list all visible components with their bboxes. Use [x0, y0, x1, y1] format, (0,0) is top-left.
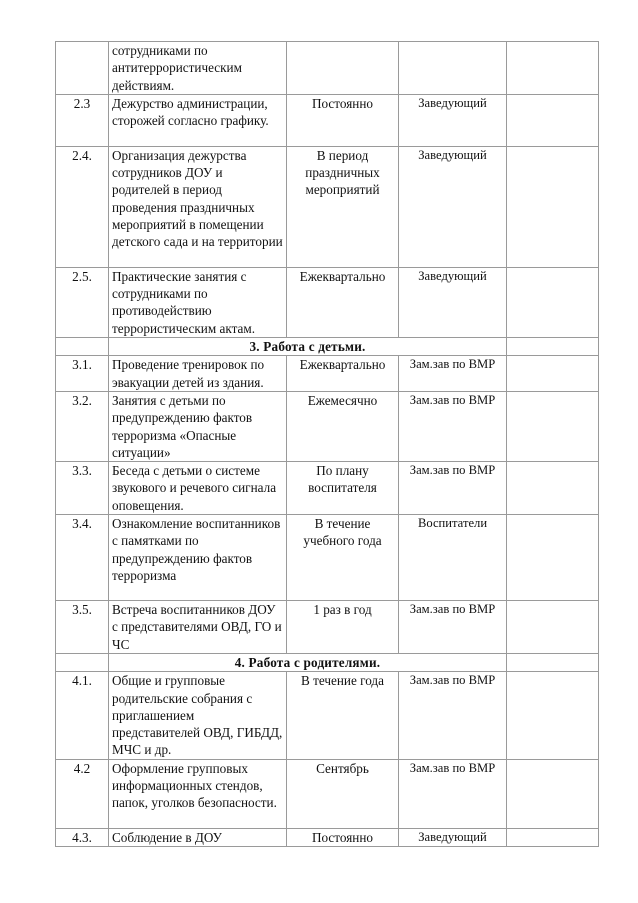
activity-plan-table — [55, 41, 599, 847]
section-header-row — [56, 338, 599, 356]
number-cell — [56, 653, 109, 671]
extra-cell — [507, 653, 599, 671]
item-activity: Проведение тренировок по эвакуации детей из здания. — [109, 356, 287, 392]
item-term: Ежеквартально — [287, 356, 399, 392]
item-responsible: Зам.зав по ВМР — [399, 601, 507, 654]
number-cell — [56, 338, 109, 356]
table-row — [56, 42, 599, 95]
item-activity: Общие и групповые родительские собрания с приглашением представителей ОВД, ГИБДД, МЧС и др. — [109, 672, 287, 759]
item-number: 3.4. — [56, 515, 109, 601]
item-number: 2.4. — [56, 146, 109, 267]
item-activity: Соблюдение в ДОУ — [109, 828, 287, 846]
extra-cell — [507, 759, 599, 828]
item-number — [56, 42, 109, 95]
table-row — [56, 267, 599, 337]
item-term — [287, 42, 399, 95]
item-term: Сентябрь — [287, 759, 399, 828]
extra-cell — [507, 356, 599, 392]
extra-cell — [507, 672, 599, 759]
item-number: 3.2. — [56, 391, 109, 461]
extra-cell — [507, 515, 599, 601]
item-term: 1 раз в год — [287, 601, 399, 654]
item-term: В течение года — [287, 672, 399, 759]
item-responsible: Зам.зав по ВМР — [399, 391, 507, 461]
table-row — [56, 356, 599, 392]
extra-cell — [507, 601, 599, 654]
table-row — [56, 462, 599, 515]
item-term: Постоянно — [287, 828, 399, 846]
item-responsible: Заведующий — [399, 94, 507, 146]
section-title: 3. Работа с детьми. — [109, 338, 507, 356]
item-term: Ежемесячно — [287, 391, 399, 461]
item-number: 3.5. — [56, 601, 109, 654]
item-number: 3.3. — [56, 462, 109, 515]
item-responsible: Зам.зав по ВМР — [399, 672, 507, 759]
item-responsible: Заведующий — [399, 146, 507, 267]
item-responsible: Зам.зав по ВМР — [399, 759, 507, 828]
item-responsible: Заведующий — [399, 267, 507, 337]
item-responsible: Зам.зав по ВМР — [399, 462, 507, 515]
table-row — [56, 515, 599, 601]
extra-cell — [507, 338, 599, 356]
extra-cell — [507, 462, 599, 515]
extra-cell — [507, 94, 599, 146]
item-number: 4.3. — [56, 828, 109, 846]
item-term: Ежеквартально — [287, 267, 399, 337]
item-activity: Встреча воспитанников ДОУ с представителями ОВД, ГО и ЧС — [109, 601, 287, 654]
extra-cell — [507, 146, 599, 267]
item-term: В течение учебного года — [287, 515, 399, 601]
table-row — [56, 601, 599, 654]
item-responsible: Заведующий — [399, 828, 507, 846]
section-title: 4. Работа с родителями. — [109, 653, 507, 671]
table-row — [56, 94, 599, 146]
item-activity: Практические занятия с сотрудниками по противодействию террористическим актам. — [109, 267, 287, 337]
item-activity: Занятия с детьми по предупреждению фактов терроризма «Опасные ситуации» — [109, 391, 287, 461]
table-row — [56, 672, 599, 759]
table-row — [56, 146, 599, 267]
item-number: 4.2 — [56, 759, 109, 828]
item-number: 4.1. — [56, 672, 109, 759]
table-row — [56, 759, 599, 828]
section-header-row — [56, 653, 599, 671]
extra-cell — [507, 391, 599, 461]
item-activity: Организация дежурства сотрудников ДОУ и родителей в период проведения праздничных мероприятий в помещении детского сада и на территории — [109, 146, 287, 267]
table-row — [56, 391, 599, 461]
item-responsible: Воспитатели — [399, 515, 507, 601]
item-responsible: Зам.зав по ВМР — [399, 356, 507, 392]
table-body — [56, 42, 599, 847]
item-number: 2.5. — [56, 267, 109, 337]
table-row — [56, 828, 599, 846]
item-activity: Ознакомление воспитанников с памятками по предупреждению фактов терроризма — [109, 515, 287, 601]
extra-cell — [507, 267, 599, 337]
item-activity: Дежурство администрации, сторожей согласно графику. — [109, 94, 287, 146]
extra-cell — [507, 42, 599, 95]
item-activity: сотрудниками по антитеррористическим действиям. — [109, 42, 287, 95]
item-responsible — [399, 42, 507, 95]
item-number: 3.1. — [56, 356, 109, 392]
item-activity: Беседа с детьми о системе звукового и речевого сигнала оповещения. — [109, 462, 287, 515]
item-number: 2.3 — [56, 94, 109, 146]
item-term: По плану воспитателя — [287, 462, 399, 515]
item-term: В период праздничных мероприятий — [287, 146, 399, 267]
item-term: Постоянно — [287, 94, 399, 146]
extra-cell — [507, 828, 599, 846]
item-activity: Оформление групповых информационных стендов, папок, уголков безопасности. — [109, 759, 287, 828]
